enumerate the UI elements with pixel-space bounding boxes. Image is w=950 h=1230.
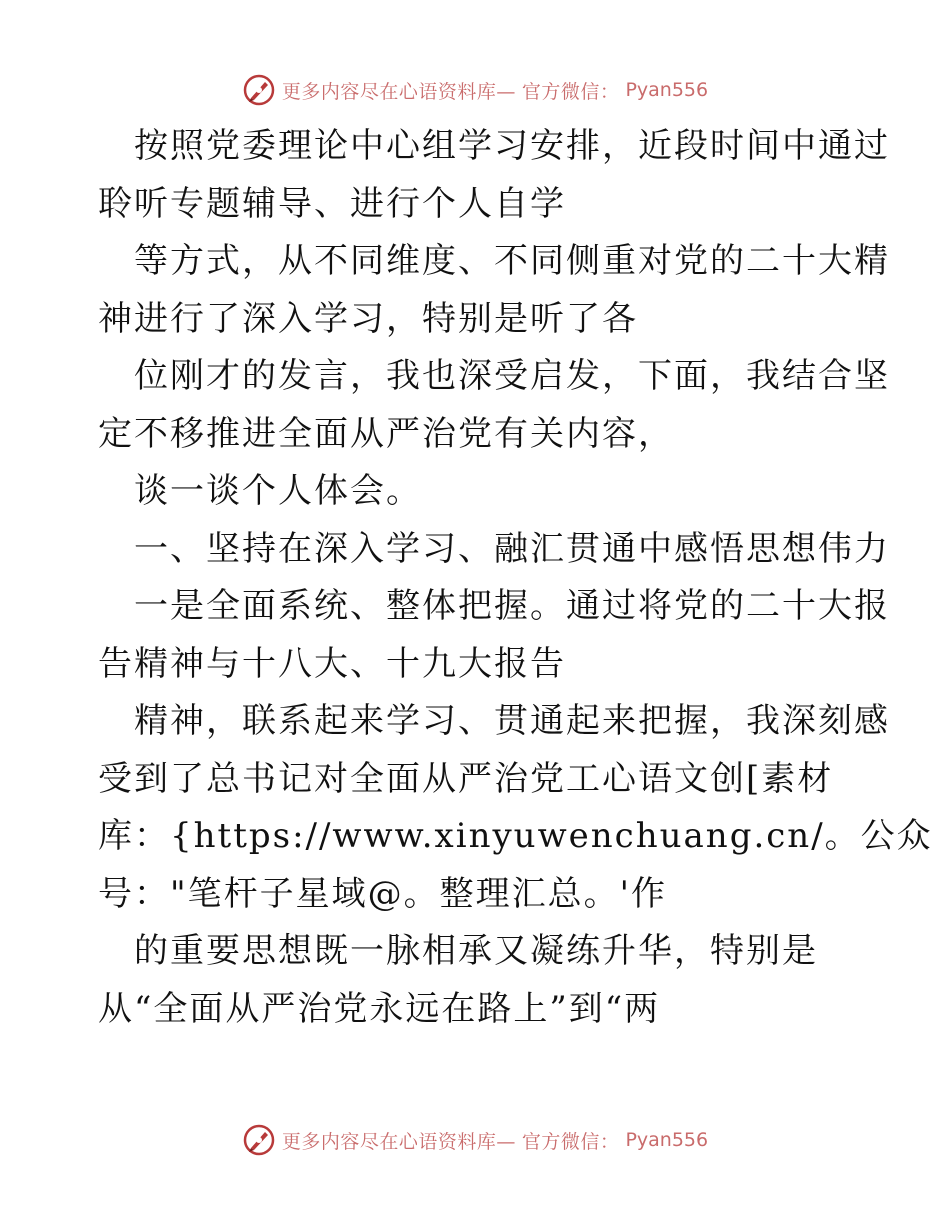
body-line: 号："笔杆子星域@。整理汇总。'作: [98, 873, 667, 914]
body-line: 按照党委理论中心组学习安排，近段时间中通过: [134, 126, 890, 166]
body-line: 精神，联系起来学习、贯通起来把握，我深刻感: [134, 701, 890, 741]
body-line: 谈一谈个人体会。: [134, 471, 422, 511]
pen-logo-icon: [242, 1123, 276, 1157]
banner-contact-id: Pyan556: [625, 1129, 709, 1151]
body-line: 等方式，从不同维度、不同侧重对党的二十大精: [134, 241, 890, 281]
document-body: [98, 118, 933, 1038]
body-line: 一是全面系统、整体把握。通过将党的二十大报: [134, 586, 890, 626]
section-heading: 一、坚持在深入学习、融汇贯通中感悟思想伟力: [134, 528, 890, 569]
banner-contact-id: Pyan556: [625, 79, 709, 101]
footer-banner: [0, 1118, 950, 1162]
body-line: 神进行了深入学习，特别是听了各: [98, 298, 638, 339]
body-line: 位刚才的发言，我也深受启发，下面，我结合坚: [134, 356, 890, 396]
body-line: 告精神与十八大、十九大报告: [98, 643, 566, 684]
body-line: 聆听专题辅导、进行个人自学: [98, 183, 566, 224]
body-line: 从“全面从严治党永远在路上”到“两: [98, 988, 661, 1029]
header-banner: [0, 68, 950, 112]
banner-contact-label: 官方微信：: [521, 1130, 620, 1153]
banner-contact-label: 官方微信：: [521, 80, 620, 103]
body-line: 定不移推进全面从严治党有关内容，: [98, 413, 674, 454]
body-line: 受到了总书记对全面从严治党工心语文创[素材: [98, 758, 834, 799]
body-line: 的重要思想既一脉相承又凝练升华，特别是: [134, 931, 818, 971]
banner-slogan: 更多内容尽在心语资料库—: [281, 1130, 516, 1153]
banner-slogan: 更多内容尽在心语资料库—: [281, 80, 516, 103]
body-line: 库：{https://www.xinyuwenchuang.cn/。公众: [98, 816, 933, 856]
pen-logo-icon: [242, 73, 276, 107]
